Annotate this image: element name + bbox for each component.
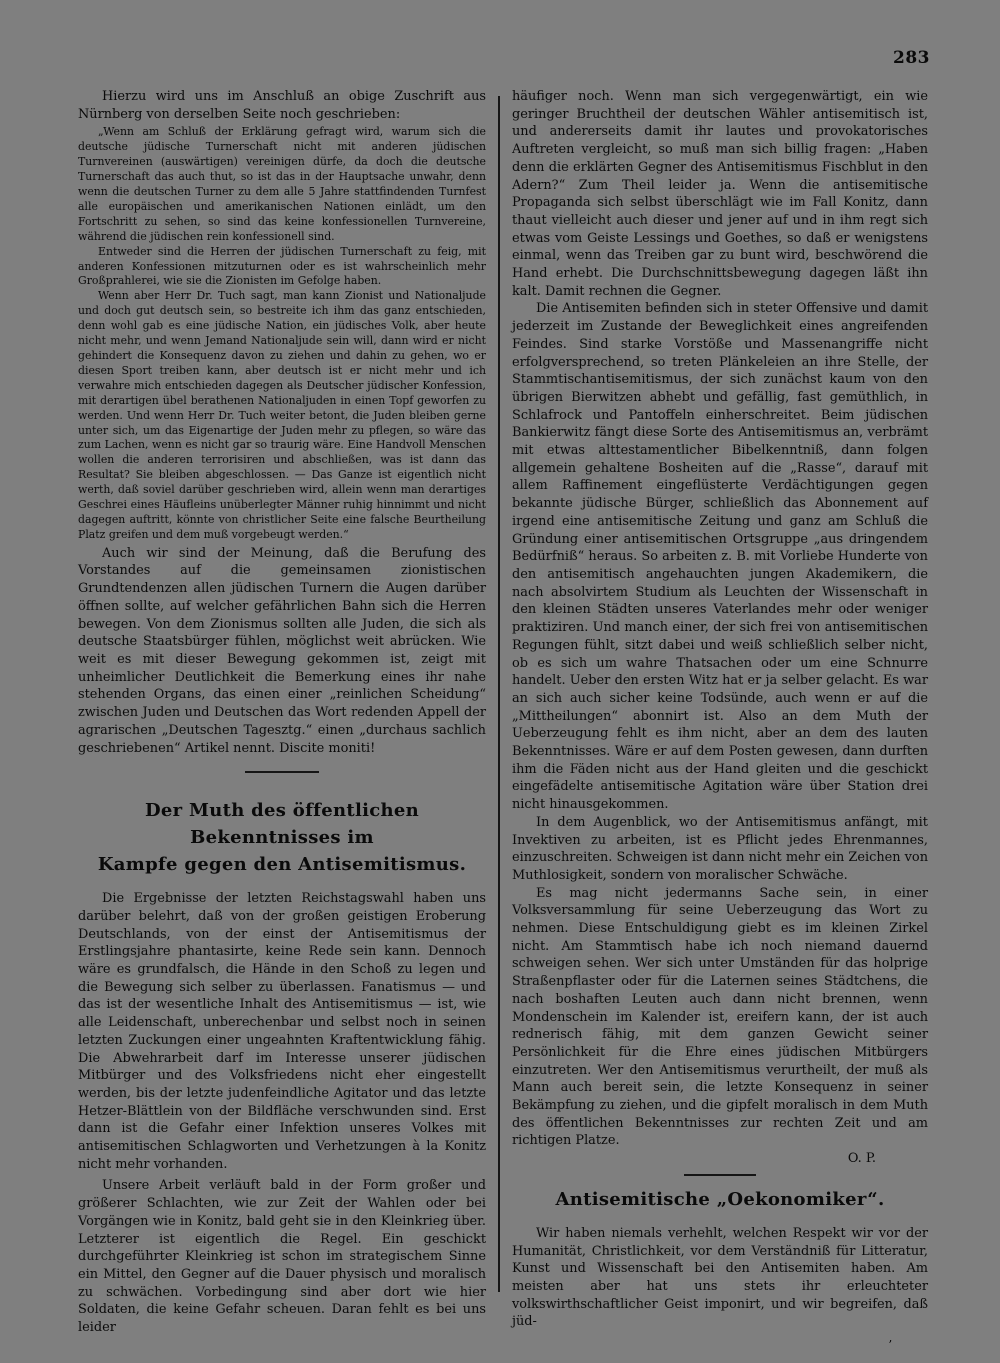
continued-paragraph: häufiger noch. Wenn man sich vergegenwärtigt, ein wie geringer Bruchtheil der deutschen Wähler antisemitisch ist, und andererseits damit ihr lautes und provokatorisches Auftreten vergleicht, so muß man sich billig fragen: „Haben denn die erklärten Gegner des Antisemitismus Fischblut in den Adern?“ Zum Theil leider ja. Wenn die antisemitische Propaganda sich selbst überschlägt wie im Fall Konitz, dann thaut vielleicht auch dieser und jener auf und in ihm regt sich etwas vom Geiste Lessings und Goethes, so daß er wenigstens einmal, wenn das Treiben gar zu bunt wird, beschwörend die Hand erhebt. Die Durchschnittsbewegung dagegen läßt ihn kalt. Damit rechnen die Gegner. xyxy=(512,89,928,299)
article-paragraph: Wir haben niemals verhehlt, welchen Respekt wir vor der Humanität, Christlichkeit, vor dem Verständniß für Litteratur, Kunst und Wissenschaft bei den Antisemiten haben. Am meisten aber hat uns stets ihr erleuchteter volkswirthschaftlicher Geist imponirt, und wir begreifen, daß jüd- xyxy=(512,1225,928,1330)
article-paragraph: Unsere Arbeit verläuft bald in der Form großer und größerer Schlachten, wie zur Zeit der Wahlen oder bei Vorgängen wie in Konitz, bald geht sie in den Kleinkrieg über. Letzterer ist eigentlich die Regel. Ein geschickt durchgeführter Kleinkrieg ist schon im strategischem Sinne ein Mittel, den Gegner auf die Dauer physisch und moralisch zu schwächen. Vorbedingung sind aber dort wie hier Soldaten, die keine Gefahr scheuen. Daran fehlt es bei uns leider xyxy=(78,1178,486,1336)
article-title-line: Kampfe gegen den Antisemitismus. xyxy=(97,854,467,876)
right-column xyxy=(512,88,928,1331)
section-divider xyxy=(245,771,319,773)
article-title xyxy=(78,797,486,878)
article-paragraph: Die Antisemiten befinden sich in steter Offensive und damit jederzeit im Zustande der Beweglichkeit eines angreifenden Feindes. Sind starke Vorstöße und Massenangriffe nicht erfolgversprechend, so treten Plänkeleien an ihre Stelle, der Stammtischantisemitismus, der sich zunächst kaum von den übrigen Bierwitzen abhebt und gefällig, fast gemüthlich, in Schlafrock und Pantoffeln einherschreitet. Beim jüdischen Bankierwitz fängt diese Sorte des Antisemitismus an, verbrämt mit etwas alttestamentlicher Bibelkenntniß, dann folgen allgemein gehaltene Bosheiten auf die „Rasse“, darauf mit allem Raffinement eingeflüsterte Verdächtigungen gegen bekannte jüdische Bürger, schließlich das Abonnement auf irgend eine antisemitische Zeitung und ganz am Schluß die Gründung einer antisemitischen Ortsgruppe „aus dringendem Bedürfniß“ heraus. So arbeiten z. B. mit Vorliebe Hunderte von den antisemitisch angehauchten jungen Akademikern, die nach absolvirtem Studium als Leuchten der Wissenschaft in den kleinen Städten unseres Vaterlandes mehr oder weniger praktiziren. Und manch einer, der sich frei von antisemitischen Regungen fühlt, sitzt dabei und weiß schließlich selber nicht, ob es sich um wahre Thatsachen oder um eine Schnurre handelt. Ueber den ersten Witz hat er ja selber gelacht. Es war an sich auch sicher keine Todsünde, auch wenn er auf die „Mittheilungen“ abonnirt ist. Also an dem Muth der Ueberzeugung fehlt es ihm nicht, aber an dem des lauten Bekenntnisses. Wäre er auf dem Posten gewesen, dann durften ihm die Fäden nicht aus der Hand gleiten und die geschickt eingefädelte antisemitische Agitation wäre über Station drei nicht hinausgekommen. xyxy=(512,301,928,813)
article-paragraph: In dem Augenblick, wo der Antisemitismus anfängt, mit Invektiven zu arbeiten, ist es Pflicht jedes Ehrenmannes, einzuschreiten. Schweigen ist dann nicht mehr ein Zeichen von Muthlosigkeit, sondern von moralischer Schwäche. xyxy=(512,814,928,883)
article-title-line: Der Muth des öffentlichen Bekenntnisses im xyxy=(144,800,420,849)
quote-paragraph: Entweder sind die Herren der jüdischen Turnerschaft zu feig, mit anderen Konfessionen mitzuturnen oder es ist wahrscheinlich mehr Großprahlerei, wie sie die Zionisten im Gefolge haben. xyxy=(78,244,486,288)
quote-paragraph: „Wenn am Schluß der Erklärung gefragt wird, warum sich die deutsche jüdische Turnerschaft nicht mit anderen jüdischen Turnvereinen (auswärtigen) vereinigen dürfe, da doch die deutsche Turnerschaft das auch thut, so ist das in der Hauptsache unwahr, denn wenn die deutschen Turner zu dem alle 5 Jahre stattfindenden Turnfest alle europäischen und amerikanischen Nationen einlädt, um den Fortschritt zu sehen, so sind das keine konfessionellen Turnvereine, während die jüdischen rein konfessionell sind. xyxy=(78,125,486,243)
page-number: 283 xyxy=(893,48,930,68)
quote-paragraph: Wenn aber Herr Dr. Tuch sagt, man kann Zionist und Nationaljude und doch gut deutsch sein, so bestreite ich ihm das ganz entschieden, denn wohl gab es eine jüdische Nation, ein jüdisches Volk, aber heute nicht mehr, und wenn Jemand Nationaljude sein will, dann wird er nicht gehindert die Konsequenz davon zu ziehen und dahin zu gehen, wo er diesen Sport treiben kann, aber deutsch ist er nicht mehr und ich verwahre mich entschieden dagegen als Deutscher jüdischer Konfession, mit derartigen übel berathenen Nationaljuden in einen Topf geworfen zu werden. Und wenn Herr Dr. Tuch weiter betont, die Juden bleiben gerne unter sich, um das Eigenartige der Juden mehr zu pflegen, so wäre das zum Lachen, wenn es nicht gar so traurig wäre. Eine Handvoll Menschen wollen die anderen terrorisiren und abschließen, was ist dann das Resultat? Sie bleiben abgeschlossen. — Das Ganze ist eigentlich nicht werth, daß soviel darüber geschrieben wird, allein wenn man derartiges Geschrei eines Häufleins unüberlegter Männer ruhig hinnimmt und nicht dagegen auftritt, könnte von christlicher Seite eine falsche Beurtheilung Platz greifen und dem muß vorgebeugt werden.“ xyxy=(78,289,486,541)
author-signature: O. P. xyxy=(847,1151,876,1167)
article2-title: Antisemitische „Oekonomiker“. xyxy=(555,1188,885,1210)
column-divider xyxy=(498,96,500,1292)
margin-mark: ʼ xyxy=(888,1338,892,1352)
left-column xyxy=(78,88,486,1337)
quoted-letter xyxy=(78,125,486,542)
article-paragraph: Die Ergebnisse der letzten Reichstagswahl haben uns darüber belehrt, daß von der großen geistigen Eroberung Deutschlands, von der einst der Antisemitismus der Erstlingsjahre phantasirte, keine Rede sein kann. Dennoch wäre es grundfalsch, die Hände in den Schoß zu legen und die Bewegung sich selber zu überlassen. Fanatismus — und das ist der wesentliche Inhalt des Antisemitismus — ist, wie alle Leidenschaft, unberechenbar und selbst noch in seinen letzten Zuckungen einer ungeahnten Kraftentwicklung fähig. Die Abwehrarbeit darf im Interesse unserer jüdischen Mitbürger und des Volksfriedens nicht eher eingestellt werden, bis der letzte judenfeindliche Agitator und das letzte Hetzer-Blättlein von der Bildfläche verschwunden sind. Erst dann ist die Gefahr einer Infektion unseres Volkes mit antisemitischen Schlagworten und Verhetzungen à la Konitz nicht mehr vorhanden. xyxy=(78,891,486,1172)
editorial-comment: Auch wir sind der Meinung, daß die Berufung des Vorstandes auf die gemeinsamen zionistischen Grundtendenzen allen jüdischen Turnern die Augen darüber öffnen sollte, auf welcher gefährlichen Bahn sich die Herren bewegen. Von dem Zionismus sollten alle Juden, die sich als deutsche Staatsbürger fühlen, möglichst weit abrücken. Wie weit es mit dieser Bewegung gekommen ist, zeigt mit unheimlicher Deutlichkeit die Bemerkung eines ihr nahe stehenden Organs, das einen einer „reinlichen Scheidung“ zwischen Juden und Deutschen das Wort redenden Appell der agrarischen „Deutschen Tagesztg.“ einen „durchaus sachlich geschriebenen“ Artikel nennt. Discite moniti! xyxy=(78,545,486,756)
article-paragraph: Es mag nicht jedermanns Sache sein, in einer Volksversammlung für seine Ueberzeugung das Wort zu nehmen. Diese Entschuldigung giebt es im kleinen Zirkel nicht. Am Stammtisch habe ich noch niemand dauernd schweigen sehen. Wer sich unter Umständen für das holprige Straßenpflaster oder für die Laternen seines Städtchens, die nach boshaften Leuten auch dann nicht brennen, wenn Mondenschein im Kalender ist, ereifern kann, der ist auch rednerisch fähig, mit dem ganzen Gewicht seiner Persönlichkeit für die Ehre eines jüdischen Mitbürgers einzutreten. Wer den Antisemitismus verurtheilt, der muß als Mann auch bereit sein, die letzte Konsequenz in seiner Bekämpfung zu ziehen, und die gipfelt moralisch in dem Muth des öffentlichen Bekenntnisses zur rechten Zeit und am richtigen Platze. xyxy=(512,885,928,1149)
intro-paragraph: Hierzu wird uns im Anschluß an obige Zuschrift aus Nürnberg von derselben Seite noch geschrieben: xyxy=(78,89,486,122)
section-divider xyxy=(684,1174,756,1176)
